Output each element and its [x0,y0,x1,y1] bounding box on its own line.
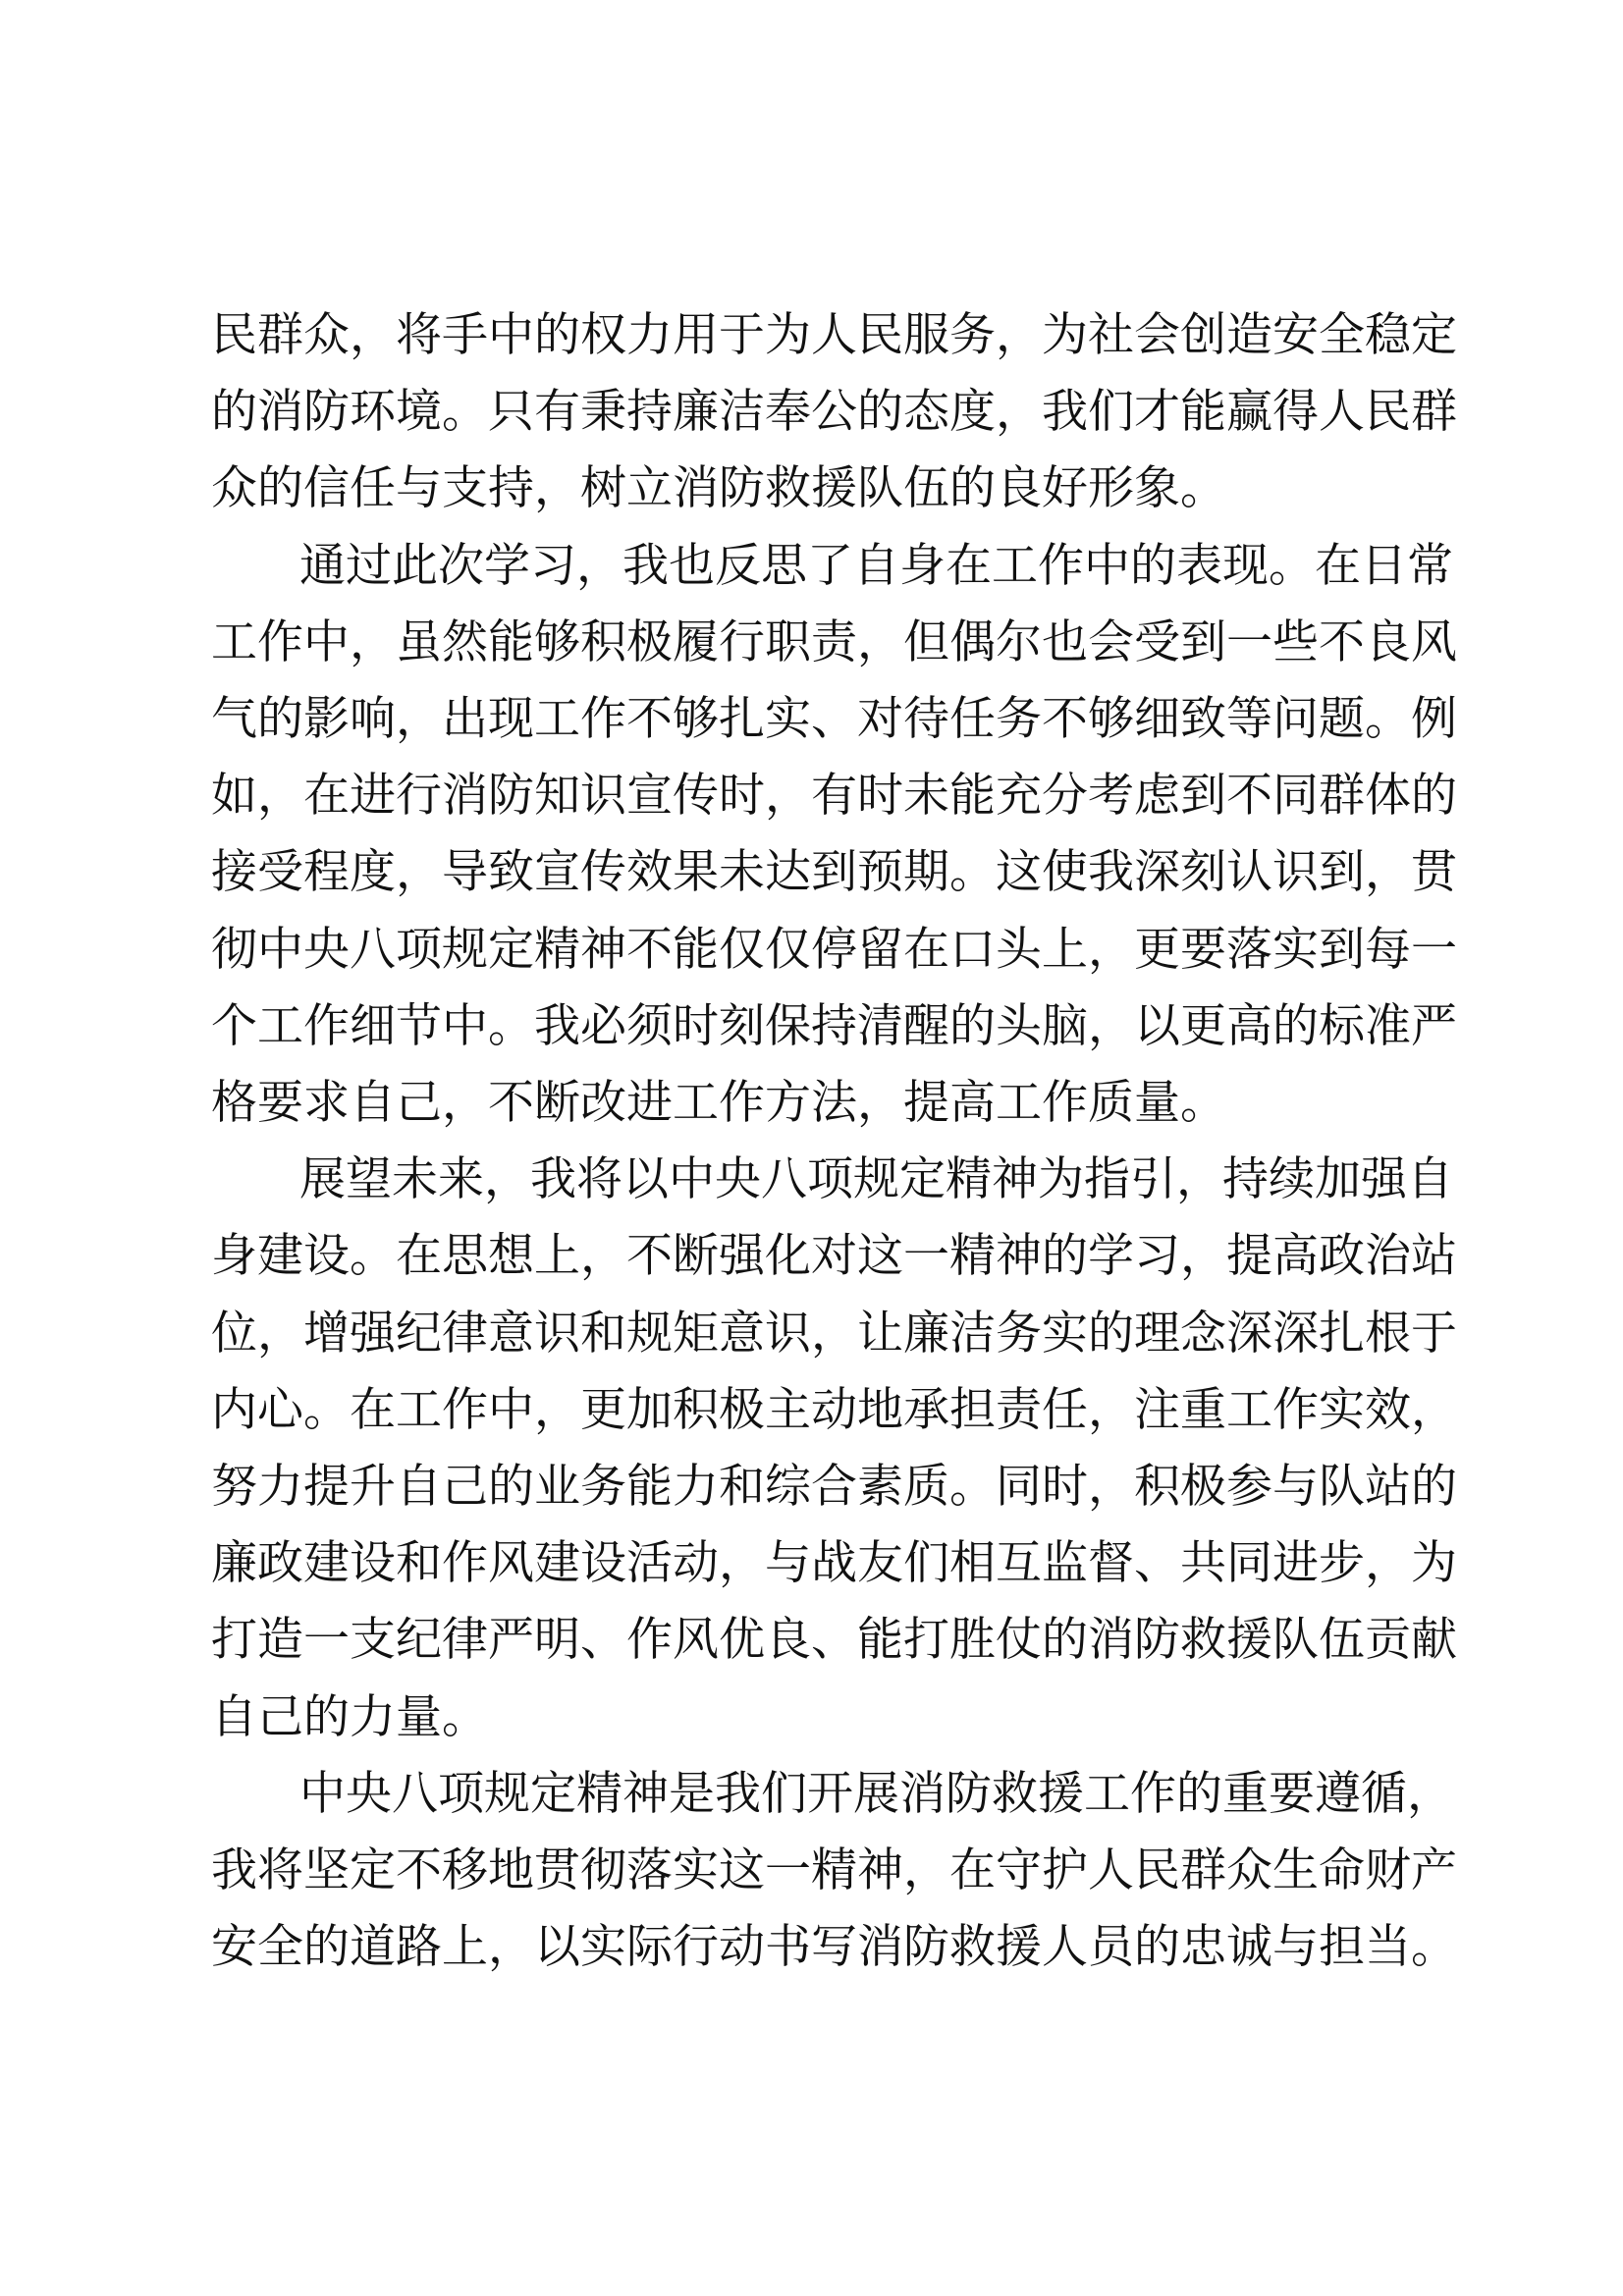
text-line: 彻中央八项规定精神不能仅仅停留在口头上，更要落实到每一 [211,922,1457,977]
text-line: 打造一支纪律严明、作风优良、能打胜仗的消防救援队伍贡献 [211,1613,1457,1668]
text-line: 如，在进行消防知识宣传时，有时未能充分考虑到不同群体的 [211,769,1457,824]
text-line: 安全的道路上，以实际行动书写消防救援人员的忠诚与担当。 [211,1920,1457,1975]
text-line: 内心。在工作中，更加积极主动地承担责任，注重工作实效， [211,1382,1457,1437]
text-line: 努力提升自己的业务能力和综合素质。同时，积极参与队站的 [211,1460,1457,1514]
text-line: 气的影响，出现工作不够扎实、对待任务不够细致等问题。例 [211,692,1457,746]
text-line: 个工作细节中。我必须时刻保持清醒的头脑，以更高的标准严 [211,998,1457,1053]
text-line: 身建设。在思想上，不断强化对这一精神的学习，提高政治站 [211,1229,1457,1284]
text-line: 中央八项规定精神是我们开展消防救援工作的重要遵循， [299,1766,1453,1821]
text-line: 的消防环境。只有秉持廉洁奉公的态度，我们才能赢得人民群 [211,385,1457,440]
text-line: 众的信任与支持，树立消防救援队伍的良好形象。 [211,461,1226,516]
text-line: 位，增强纪律意识和规矩意识，让廉洁务实的理念深深扎根于 [211,1306,1457,1361]
text-line: 工作中，虽然能够积极履行职责，但偶尔也会受到一些不良风 [211,614,1457,669]
text-line: 展望未来，我将以中央八项规定精神为指引，持续加强自 [299,1152,1453,1207]
text-line: 通过此次学习，我也反思了自身在工作中的表现。在日常 [299,538,1453,593]
text-line: 廉政建设和作风建设活动，与战友们相互监督、共同进步，为 [211,1536,1457,1591]
text-line: 自己的力量。 [211,1689,488,1744]
text-line: 格要求自己，不断改进工作方法，提高工作质量。 [211,1076,1226,1130]
text-line: 民群众，将手中的权力用于为人民服务，为社会创造安全稳定 [211,308,1457,362]
text-line: 我将坚定不移地贯彻落实这一精神，在守护人民群众生命财产 [211,1843,1457,1897]
text-line: 接受程度，导致宣传效果未达到预期。这使我深刻认识到，贯 [211,845,1457,900]
